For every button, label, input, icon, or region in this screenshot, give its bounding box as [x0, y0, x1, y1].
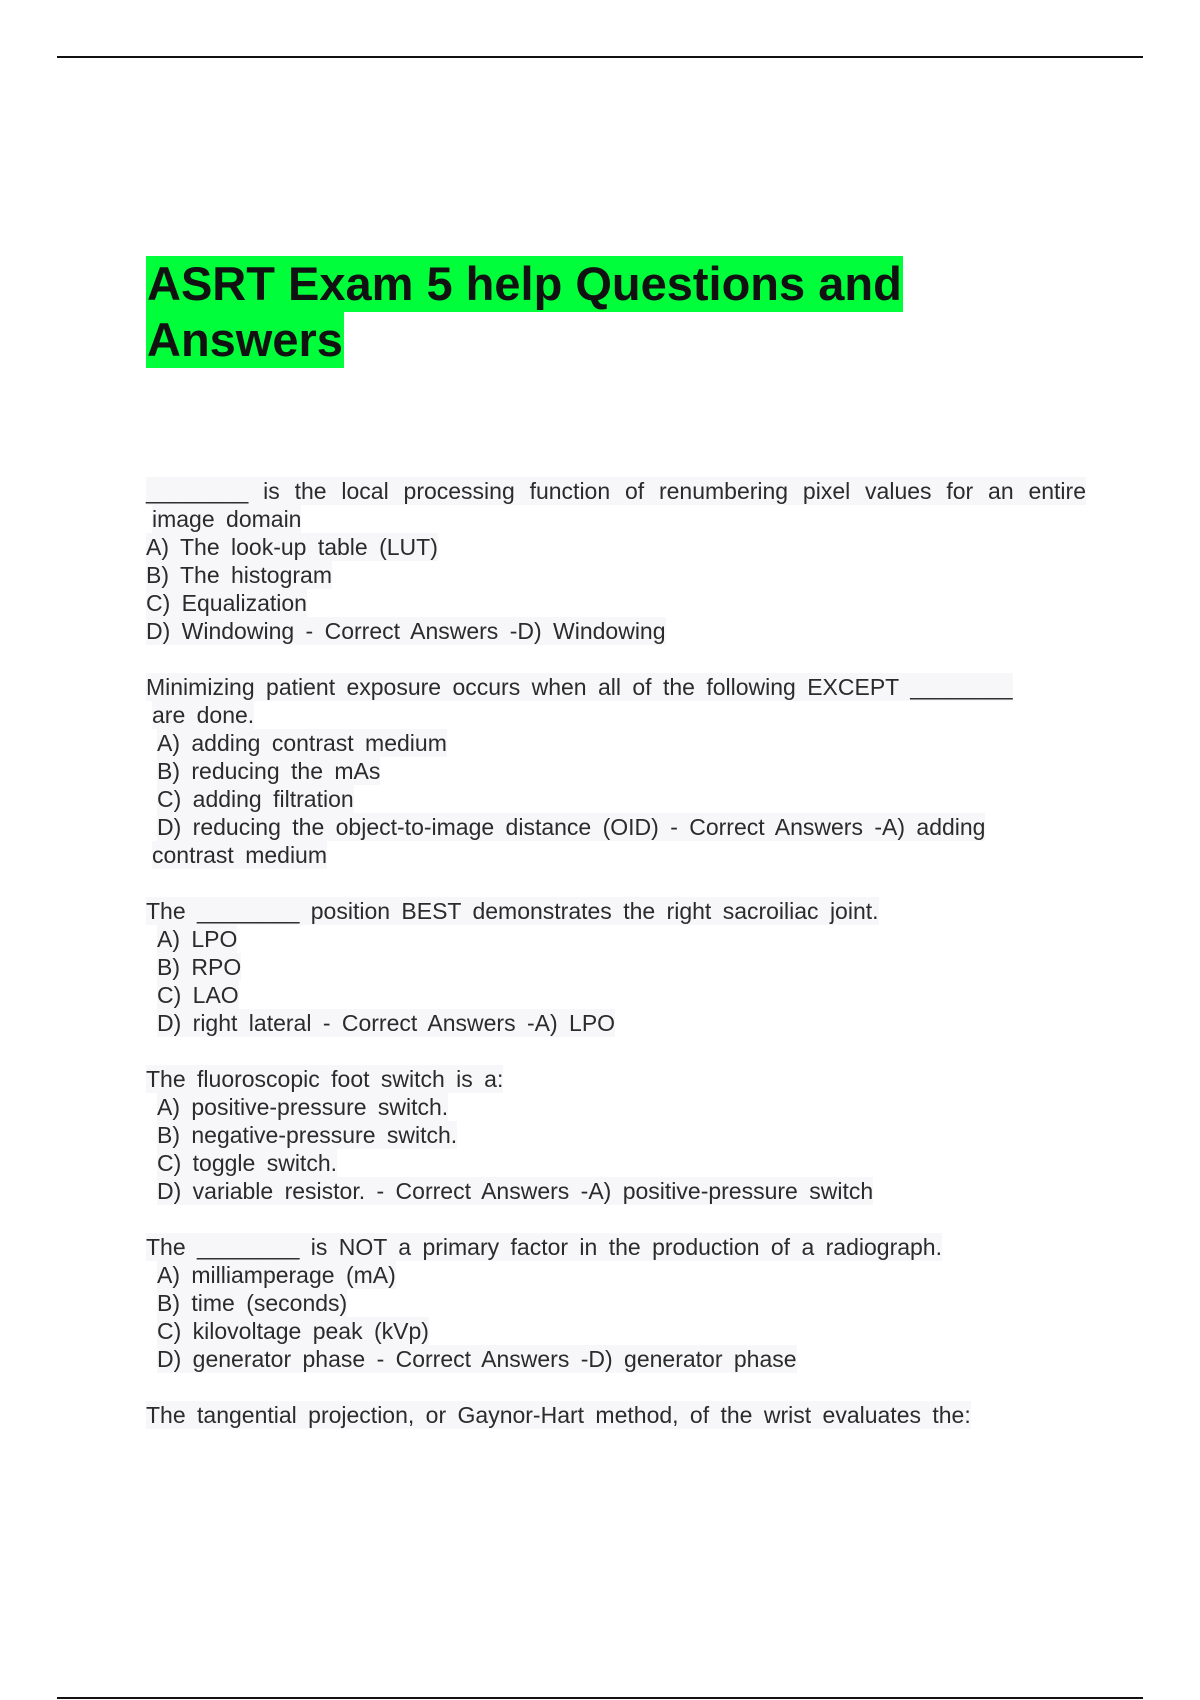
answer-option: B) time (seconds): [157, 1290, 348, 1316]
question-text: ________ is the local processing function of renumbering pixel values for an entire: [146, 478, 1086, 504]
answer-option: A) milliamperage (mA): [157, 1262, 396, 1288]
qa-list: [146, 477, 1086, 1457]
qa-item: [146, 477, 1086, 645]
question-text: The ________ position BEST demonstrates the right sacroiliac joint.: [146, 898, 879, 924]
answer-option: C) LAO: [157, 982, 239, 1008]
answer-option: C) kilovoltage peak (kVp): [157, 1318, 429, 1344]
title-line-2: Answers: [147, 313, 343, 366]
answer-option: contrast medium: [152, 842, 328, 868]
answer-option: A) positive-pressure switch.: [157, 1094, 449, 1120]
answer-option: A) The look-up table (LUT): [146, 534, 438, 560]
answer-option: D) Windowing - Correct Answers -D) Windowing: [146, 618, 666, 644]
question-text: The ________ is NOT a primary factor in the production of a radiograph.: [146, 1234, 942, 1260]
answer-option: D) generator phase - Correct Answers -D) generator phase: [157, 1346, 797, 1372]
document-title: [146, 256, 1046, 368]
qa-item: [146, 1401, 1086, 1429]
answer-option: B) reducing the mAs: [157, 758, 381, 784]
answer-option: C) adding filtration: [157, 786, 354, 812]
answer-option: C) Equalization: [146, 590, 307, 616]
question-text: Minimizing patient exposure occurs when all of the following EXCEPT ________: [146, 674, 1013, 700]
answer-option: D) right lateral - Correct Answers -A) LPO: [157, 1010, 616, 1036]
qa-item: [146, 1065, 1086, 1205]
answer-option: C) toggle switch.: [157, 1150, 338, 1176]
title-line-1: ASRT Exam 5 help Questions and: [147, 257, 902, 310]
qa-item: [146, 897, 1086, 1037]
answer-option: D) reducing the object-to-image distance (OID) - Correct Answers -A) adding: [157, 814, 986, 840]
top-rule: [57, 56, 1143, 58]
answer-option: B) RPO: [157, 954, 242, 980]
answer-option: A) LPO: [157, 926, 238, 952]
question-text: The fluoroscopic foot switch is a:: [146, 1066, 504, 1092]
question-text: image domain: [152, 506, 302, 532]
answer-option: A) adding contrast medium: [157, 730, 447, 756]
qa-item: [146, 1233, 1086, 1373]
answer-option: D) variable resistor. - Correct Answers -A) positive-pressure switch: [157, 1178, 874, 1204]
answer-option: B) The histogram: [146, 562, 332, 588]
qa-item: [146, 673, 1086, 869]
answer-option: B) negative-pressure switch.: [157, 1122, 458, 1148]
question-text: are done.: [152, 702, 255, 728]
question-text: The tangential projection, or Gaynor-Hart method, of the wrist evaluates the:: [146, 1402, 971, 1428]
bottom-rule: [57, 1697, 1143, 1699]
